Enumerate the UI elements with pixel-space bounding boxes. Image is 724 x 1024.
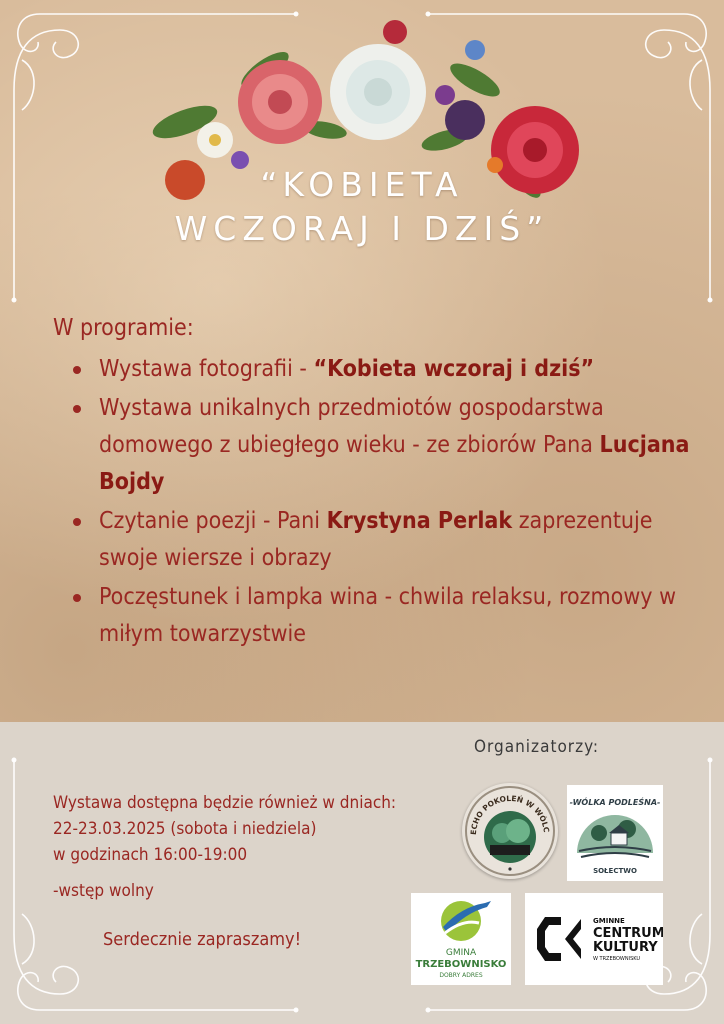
title-line-2: WCZORAJ I DZIŚ” (174, 209, 550, 248)
program-item: Czytanie poezji - Pani Krystyna Perlak zaprezentuje swoje wiersze i obrazy (53, 503, 693, 577)
info-line: w godzinach 16:00-19:00 (53, 845, 248, 865)
program-intro: W programie: (53, 315, 194, 341)
centrum-kultury-logo (525, 893, 663, 985)
info-line: 22-23.03.2025 (sobota i niedziela) (53, 819, 317, 839)
program-section (53, 310, 693, 655)
svg-text:DOBRY ADRES: DOBRY ADRES (439, 972, 483, 979)
free-entry: -wstęp wolny (53, 881, 154, 901)
program-item: Wystawa unikalnych przedmiotów gospodarstwa domowego z ubiegłego wieku - ze zbiorów Pana Lucjana Bojdy (53, 390, 693, 501)
svg-text:CENTRUM: CENTRUM (593, 926, 663, 941)
program-item: Poczęstunek i lampka wina - chwila relaksu, rozmowy w miłym towarzystwie (53, 579, 693, 653)
svg-text:KULTURY: KULTURY (593, 940, 658, 955)
svg-text:TRZEBOWNISKO: TRZEBOWNISKO (415, 959, 507, 970)
gmina-trzebownisko-logo (411, 893, 511, 985)
svg-text:SOŁECTWO: SOŁECTWO (593, 867, 637, 875)
title-line-1: “KOBIETA (260, 165, 464, 204)
echo-pokolen-logo (462, 783, 558, 879)
info-line: Wystawa dostępna będzie również w dniach: (53, 793, 397, 813)
exhibition-info (53, 790, 396, 868)
svg-text:-WÓLKA PODLEŚNA-: -WÓLKA PODLEŚNA- (569, 798, 661, 807)
wolka-podlesna-logo (567, 785, 663, 881)
invitation: Serdecznie zapraszamy! (103, 929, 302, 950)
svg-text:W TRZEBOWNISKU: W TRZEBOWNISKU (593, 956, 641, 962)
program-item: Wystawa fotografii - “Kobieta wczoraj i dziś” (53, 351, 693, 388)
program-list (53, 351, 693, 653)
organizers-label: Organizatorzy: (474, 737, 600, 757)
svg-text:GMINA: GMINA (445, 948, 477, 958)
svg-text:ECHO POKOLEŃ W WÓLCE PODLEŚNEJ: ECHO POKOLEŃ W WÓLC (468, 793, 551, 836)
svg-text:GMINNE: GMINNE (593, 917, 625, 925)
